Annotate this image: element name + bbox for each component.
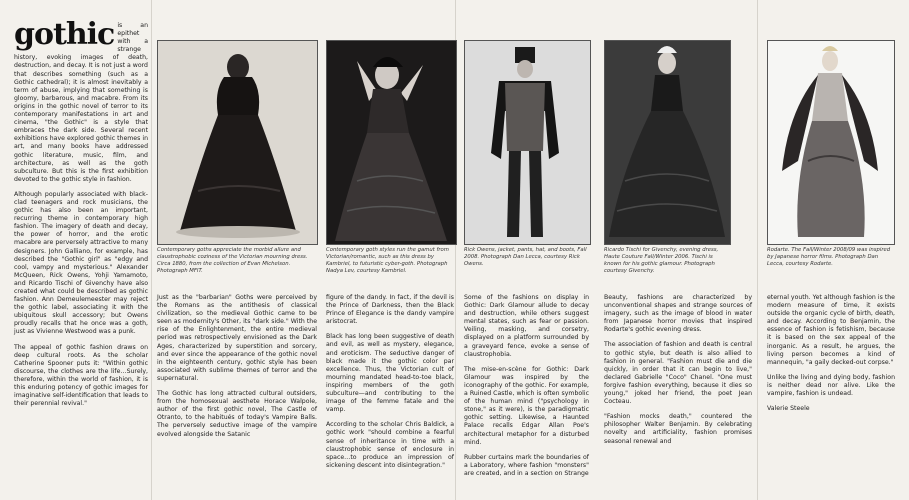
body-column-3 [326, 294, 454, 477]
col5-paragraph-3: "Fashion mocks death," countered the philosopher Walter Benjamin. By celebrating novelty and artificiality, fashion promises seasonal renewal and [604, 413, 752, 445]
rodarte-dress-figure [768, 41, 894, 244]
body-column-2 [157, 294, 317, 446]
kambriel-dress-figure [327, 41, 456, 244]
col3-paragraph-3: According to the scholar Chris Baldick, a gothic work "should combine a fearful sense of inheritance in time with a claustrophobic sense of enclosure in space…to produce an impression of sickening descent into disintegration." [326, 421, 454, 469]
caption-givenchy: Ricardo Tischi for Givenchy, evening dress, Haute Couture Fall/Winter 2006. Tischi is known for his gothic glamour. Photograph courtesy Givenchy. [604, 247, 719, 274]
col2-paragraph-1: Just as the "barbarian" Goths were perceived by the Romans as the antithesis of classical civilization, so the medieval Gothic came to be seen as modernity's Other, its "dark side." With the rise of the Enlightenment, the entire medieval period was retrospectively envisioned as the Dark Ages, characterized by superstition and sorcery, and ever since the appearance of the gothic novel in the eighteenth century, gothic style has been associated with sublime themes of terror and the supernatural. [157, 294, 317, 382]
photo-givenchy-gown [604, 40, 731, 245]
col5-paragraph-2: The association of fashion and death is central to gothic style, but death is also allied to fashion in general. "Fashion must die and die quickly, in order that it can begin to live," declared Gabrielle "Coco" Chanel. "One must forgive fashion everything, because it dies so young," joked her friend, the poet Jean Cocteau. [604, 341, 752, 406]
photo-rodarte [767, 40, 895, 245]
col4-paragraph-3: Rubber curtains mark the boundaries of a Laboratory, where fashion "monsters" are created, and in a section on Strange [464, 453, 589, 477]
caption-kambriel: Contemporary goth styles run the gamut from Victorian/romantic, such as this dress by Kambriel, to futuristic cyber-goth. Photograph Nadya Lev, courtesy Kambriel. [326, 247, 449, 274]
intro-paragraph-3: The appeal of gothic fashion draws on deep cultural roots. As the scholar Catherine Spooner puts it: "Within gothic discourse, the clothes are the life…Surely, therefore, within the world of fashion, it is this enduring potency of gothic images for imaginative self-identification that leads to their perennial revival." [14, 343, 148, 408]
intro-paragraph-2: Although popularly associated with black-clad teenagers and rock musicians, the gothic has also been an important, recurring theme in contemporary high fashion. The imagery of death and decay, the power of horror, and the erotic macabre are perversely attractive to many designers. John Galliano, for example, has described the "Gothic girl" as "edgy and cool, vampy and mysterious." Alexander McQueen, Rick Owens, Yohji Yamamoto, and Ricardo Tischi of Givenchy have also created what could be described as gothic fashion. Ann Demeulemeester may reject the gothic label, associating it with the ubiquitous skull accessory; but Owens proudly recalls that he once was a goth, just as Vivienne Westwood was a punk. [14, 190, 148, 336]
givenchy-gown-figure [605, 41, 730, 244]
col4-paragraph-1: Some of the fashions on display in Gothic: Dark Glamour allude to decay and destruction, while others suggest mental states, such as fear or passion. Veiling, masking, and corsetry, displayed on a platform surrounded by a graveyard fence, evoke a sense of claustrophobia. [464, 294, 589, 358]
body-column-6 [767, 294, 895, 420]
mourning-dress-figure [158, 41, 317, 244]
intro-column [14, 17, 148, 415]
col3-paragraph-2: Black has long been suggestive of death and evil, as well as mystery, elegance, and eroticism. The seductive danger of black made it the gothic color par excellence. Thus, the Victorian cult of mourning mandated head-to-toe black, inspiring members of the goth subculture—and contributing to the image of the femme fatale and the vamp. [326, 333, 454, 414]
photo-rick-owens [464, 40, 591, 245]
caption-rodarte: Rodarte. The Fall/Winter 2008/09 was inspired by Japanese horror films. Photograph Dan Lecca, courtesy Rodarte. [767, 247, 891, 267]
intro-paragraph-1: gothic is an epithet with a strange history, evoking images of death, destruction, and decay. It is not just a word that describes something (such as a Gothic cathedral); it is almost inevitably a term of abuse, implying that something is gloomy, barbarous, and macabre. From its origins in the gothic novel of terror to its contemporary manifestations in art and cinema, "the Gothic" is a style that embraces the dark side. Several recent exhibitions have explored gothic themes in art, and many books have addressed gothic literature, music, film, and architecture, as well as the goth subculture. But this is the first exhibition devoted to the gothic style in fashion. [14, 17, 148, 183]
author-signature: Valerie Steele [767, 405, 810, 413]
col4-paragraph-2: The mise-en-scène for Gothic: Dark Glamour was inspired by the iconography of the gothic. For example, a Ruined Castle, which is often symbolic of the human mind ("psychology in stone," as it were), is the paradigmatic gothic setting. Likewise, a Haunted Palace recalls Edgar Allan Poe's architectural metaphor for a disturbed mind. [464, 365, 589, 446]
col2-paragraph-2: The Gothic has long attracted cultural outsiders, from the homosexual aesthete Horace Walpole, author of the first gothic novel, The Castle of Otranto, to the habitués of today's Vampire Balls. The perversely seductive image of the vampire evolved alongside the Satanic [157, 390, 317, 438]
body-column-4 [464, 294, 589, 485]
body-column-5 [604, 294, 752, 453]
col5-paragraph-1: Beauty, fashions are characterized by unconventional shapes and strange sources of imagery, such as the image of blood in water from Japanese horror movies that inspired Rodarte's gothic evening dress. [604, 294, 752, 334]
caption-victorian-dress: Contemporary goths appreciate the morbid allure and claustrophobic coziness of the Victorian mourning dress. Circa 1880, from the collection of Evan Michelson. Photograph MFIT. [157, 247, 308, 274]
fold-line [757, 0, 758, 500]
rick-owens-figure [465, 41, 590, 244]
fold-line [151, 0, 152, 500]
caption-rick-owens: Rick Owens, jacket, pants, hat, and boots, Fall 2008. Photograph Dan Lecca, courtesy Rick Owens. [464, 247, 587, 267]
col3-paragraph-1: figure of the dandy. In fact, if the devil is the Prince of Darkness, then the Black Prince of Elegance is the dandy vampire aristocrat. [326, 294, 454, 326]
photo-kambriel-dress [326, 40, 457, 245]
gothic-logo: gothic [14, 17, 115, 52]
col6-paragraph-1: eternal youth. Yet although fashion is the modern measure of time, it exists outside the organic cycle of birth, death, and decay. According to Benjamin, the essence of fashion is fetishism, because it is based on the sex appeal of the inorganic. As a result, he argues, the living person becomes a kind of mannequin, "a gaily decked-out corpse." [767, 294, 895, 366]
col6-paragraph-2: Unlike the living and dying body, fashion is neither dead nor alive. Like the vampire, fashion is undead. [767, 373, 895, 398]
photo-victorian-mourning-dress [157, 40, 318, 245]
